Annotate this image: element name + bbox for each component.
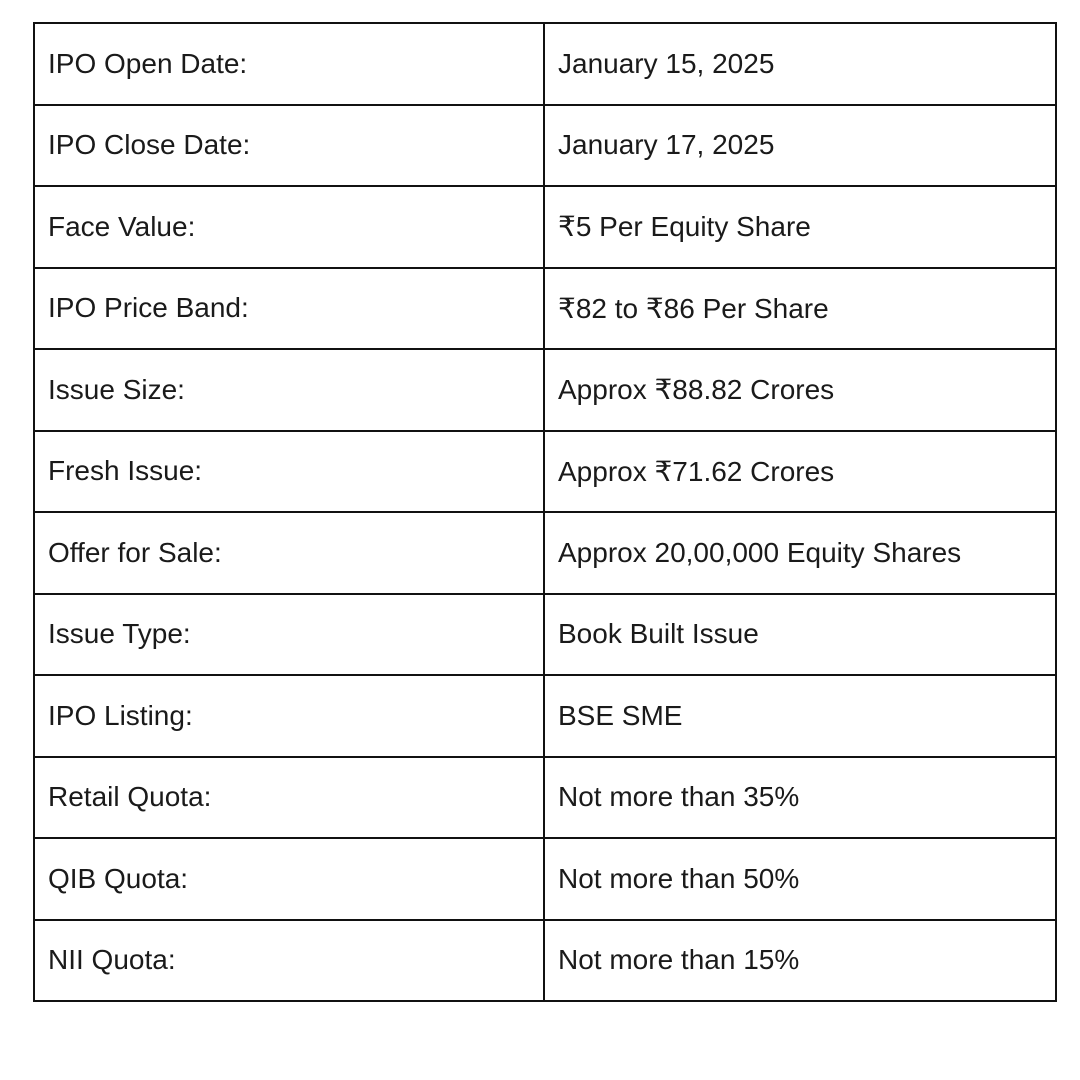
table-row-face-value [34,186,1056,268]
row-label: IPO Listing: [34,675,544,757]
row-value: BSE SME [544,675,1056,757]
row-value: Not more than 15% [544,920,1056,1002]
table-row-close-date [34,105,1056,187]
row-value: Book Built Issue [544,594,1056,676]
table-row-fresh-issue [34,431,1056,513]
row-value: Approx ₹71.62 Crores [544,431,1056,513]
table-row-offer-for-sale [34,512,1056,594]
row-label: IPO Open Date: [34,23,544,105]
row-label: Face Value: [34,186,544,268]
row-label: Fresh Issue: [34,431,544,513]
row-label: QIB Quota: [34,838,544,920]
ipo-details-table [33,22,1057,1002]
row-value: January 17, 2025 [544,105,1056,187]
row-value: Not more than 35% [544,757,1056,839]
row-value: Approx 20,00,000 Equity Shares [544,512,1056,594]
table-row-open-date [34,23,1056,105]
row-value: January 15, 2025 [544,23,1056,105]
row-value: ₹82 to ₹86 Per Share [544,268,1056,350]
table-row-ipo-listing [34,675,1056,757]
ipo-details-body [34,23,1056,1001]
row-label: Retail Quota: [34,757,544,839]
row-value: ₹5 Per Equity Share [544,186,1056,268]
table-row-issue-size [34,349,1056,431]
row-label: NII Quota: [34,920,544,1002]
table-row-qib-quota [34,838,1056,920]
table-row-nii-quota [34,920,1056,1002]
row-value: Approx ₹88.82 Crores [544,349,1056,431]
row-label: Issue Type: [34,594,544,676]
table-row-retail-quota [34,757,1056,839]
table-row-price-band [34,268,1056,350]
table-row-issue-type [34,594,1056,676]
row-label: IPO Close Date: [34,105,544,187]
row-value: Not more than 50% [544,838,1056,920]
row-label: IPO Price Band: [34,268,544,350]
row-label: Issue Size: [34,349,544,431]
row-label: Offer for Sale: [34,512,544,594]
